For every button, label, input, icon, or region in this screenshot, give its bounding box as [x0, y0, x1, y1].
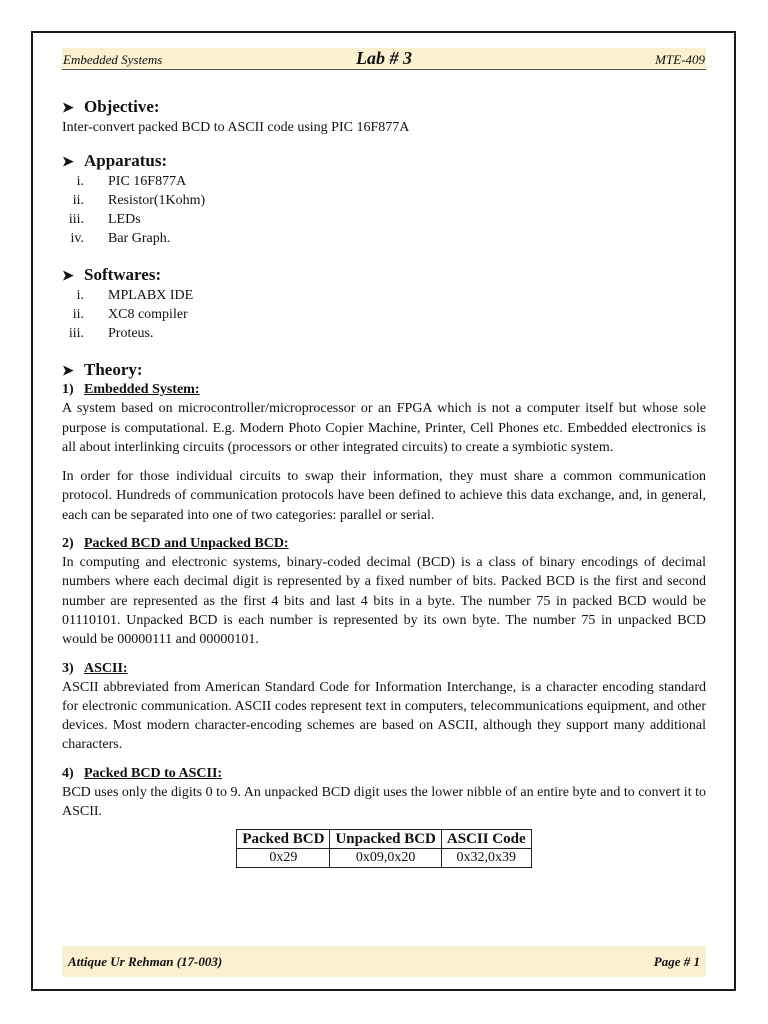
objective-section	[62, 96, 706, 137]
subsection-title: Packed BCD and Unpacked BCD:	[84, 536, 289, 552]
theory-title: Theory:	[84, 360, 143, 380]
bcd-ascii-table	[236, 829, 531, 868]
list-item-number: i.	[76, 174, 84, 190]
list-item-text: LEDs	[108, 212, 141, 228]
list-item-text: Proteus.	[108, 326, 154, 342]
objective-text: Inter-convert packed BCD to ASCII code using PIC 16F877A	[62, 120, 410, 135]
theory-heading	[62, 359, 706, 381]
subsection-heading	[62, 381, 706, 399]
apparatus-list	[62, 172, 706, 248]
arrow-bullet-icon: ➤	[62, 364, 74, 380]
list-item-number: ii.	[72, 307, 84, 323]
page-content	[62, 96, 706, 868]
softwares-list	[62, 286, 706, 343]
table-cell: 0x32,0x39	[441, 849, 531, 868]
table-cell: 0x29	[237, 849, 330, 868]
list-item	[62, 210, 706, 229]
paragraph: ASCII abbreviated from American Standard Code for Information Interchange, is a character encoding standard for electronic communication. ASCII codes represent text in computers, telecommunications equipment, and other devices. Most modern character-encoding schemes are based on ASCII, although they support many additional characters.	[62, 679, 706, 753]
list-item-number: iv.	[70, 231, 84, 247]
list-item-text: Resistor(1Kohm)	[108, 193, 206, 209]
page-footer	[62, 946, 706, 977]
paragraph: In order for those individual circuits to swap their information, they must share a common communication protocol. Hundreds of communication protocols have been defined to achieve this data exchange, and, in general, each can be separated into one of two categories: parallel or serial.	[62, 469, 706, 523]
softwares-section	[62, 264, 706, 343]
subsection-number: 4)	[62, 765, 74, 781]
list-item-text: Bar Graph.	[108, 231, 171, 247]
list-item-number: iii.	[68, 326, 84, 342]
paragraph: BCD uses only the digits 0 to 9. An unpacked BCD digit uses the lower nibble of an entire byte and to convert it to ASCII.	[62, 784, 706, 820]
subsection-heading	[62, 765, 706, 783]
apparatus-section	[62, 150, 706, 248]
table-row	[237, 849, 531, 868]
paragraph: In computing and electronic systems, binary-coded decimal (BCD) is a class of binary encodings of decimal numbers where each decimal digit is represented by a fixed number of bits. Packed BCD is the first and second number are represented as the first 4 bits and last 4 bits in a byte. The number 75 in packed BCD would be 01110101. Unpacked BCD is each number is represented by its own byte. The number 75 in unpacked BCD would be 00000111 and 00000101.	[62, 555, 706, 648]
softwares-title: Softwares:	[84, 265, 162, 285]
subsection-number: 3)	[62, 660, 74, 676]
subsection-title: ASCII:	[84, 660, 128, 676]
table-header-cell: ASCII Code	[441, 830, 531, 849]
arrow-bullet-icon: ➤	[62, 101, 74, 116]
subsection-number: 2)	[62, 536, 74, 552]
list-item	[62, 191, 706, 210]
footer-author: Attique Ur Rehman (17-003)	[68, 954, 223, 969]
table-wrapper	[62, 829, 706, 868]
subsection-number: 1)	[62, 382, 74, 398]
paragraph: A system based on microcontroller/microprocessor or an FPGA which is not a computer itself but whose sole purpose is computational. E.g. Modern Photo Copier Machine, Printer, Cell Phones etc. Embedded electronics is all about interlinking circuits (processors or other integrated circuits) to create a symbiotic system.	[62, 401, 706, 455]
list-item-text: MPLABX IDE	[108, 288, 194, 304]
subsection-heading	[62, 535, 706, 553]
subsection-title: Embedded System:	[84, 382, 200, 398]
arrow-bullet-icon: ➤	[62, 155, 74, 171]
header-course-code: MTE-409	[655, 52, 705, 67]
list-item	[62, 324, 706, 343]
list-item	[62, 286, 706, 305]
apparatus-title: Apparatus:	[84, 151, 168, 171]
apparatus-heading	[62, 150, 706, 172]
arrow-bullet-icon: ➤	[62, 269, 74, 285]
subsection-heading	[62, 660, 706, 678]
list-item-number: i.	[76, 288, 84, 304]
list-item	[62, 229, 706, 248]
list-item	[62, 305, 706, 324]
table-cell: 0x09,0x20	[330, 849, 441, 868]
footer-page-number: Page # 1	[653, 954, 700, 969]
subsection-title: Packed BCD to ASCII:	[84, 765, 223, 781]
objective-heading	[62, 96, 706, 118]
objective-title: Objective:	[84, 97, 160, 116]
softwares-heading	[62, 264, 706, 286]
list-item	[62, 172, 706, 191]
table-header-row	[237, 830, 531, 849]
page-header	[62, 48, 706, 70]
header-course: Embedded Systems	[63, 52, 163, 67]
theory-section	[62, 359, 706, 868]
table-header-cell: Packed BCD	[237, 830, 330, 849]
list-item-number: iii.	[68, 212, 84, 228]
list-item-text: PIC 16F877A	[108, 174, 187, 190]
header-lab-title: Lab # 3	[356, 48, 412, 68]
table-header-cell: Unpacked BCD	[330, 830, 441, 849]
list-item-number: ii.	[72, 193, 84, 209]
list-item-text: XC8 compiler	[108, 307, 188, 323]
